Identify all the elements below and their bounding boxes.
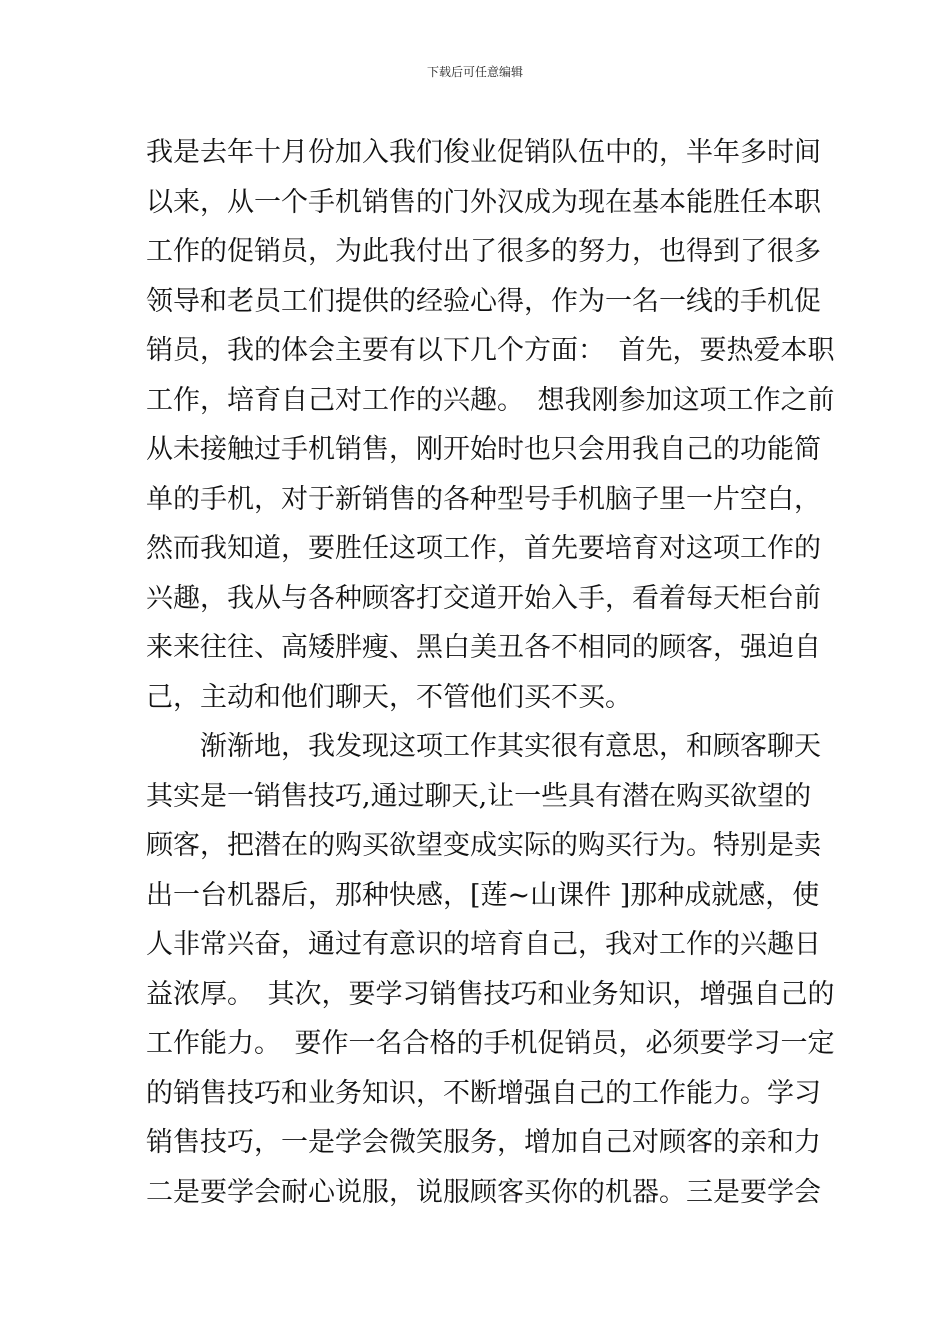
page-header: 下载后可任意编辑 [426, 65, 523, 79]
text-line: 二是要学会耐心说服，说服顾客买你的机器。三是要学会 [146, 1176, 821, 1208]
text-line: 己，主动和他们聊天，不管他们买不买。 [146, 681, 632, 713]
text-line: 销员，我的体会主要有以下几个方面： 首先，要热爱本职 [146, 335, 835, 366]
text-line: 其实是一销售技巧,通过聊天,让一些具有潜在购买欲望的 [146, 780, 812, 812]
text-line: 工作的促销员，为此我付出了很多的努力，也得到了很多 [146, 236, 821, 267]
text-line: 来来往往、高矮胖瘦、黑白美丑各不相同的顾客，强迫自 [146, 632, 821, 663]
text-line: 单的手机，对于新销售的各种型号手机脑子里一片空白， [146, 483, 821, 515]
text-line: 我是去年十月份加入我们俊业促销队伍中的，半年多时间 [146, 137, 821, 168]
text-line: 兴趣，我从与各种顾客打交道开始入手，看着每天柜台前 [146, 582, 821, 614]
text-line: 人非常兴奋，通过有意识的培育自己，我对工作的兴趣日 [146, 929, 821, 960]
text-line: 顾客，把潜在的购买欲望变成实际的购买行为。特别是卖 [146, 830, 821, 861]
text-line: 然而我知道，要胜任这项工作，首先要培育对这项工作的 [146, 533, 821, 564]
text-line: 工作，培育自己对工作的兴趣。 想我刚参加这项工作之前 [146, 384, 835, 416]
text-line: 工作能力。 要作一名合格的手机促销员，必须要学习一定 [146, 1028, 835, 1059]
text-line: 渐渐地，我发现这项工作其实很有意思，和顾客聊天 [200, 731, 821, 762]
paragraph-2 [146, 722, 835, 1217]
text-line: 出一台机器后，那种快感，[莲~山课件 ]那种成就感，使 [146, 879, 820, 911]
text-line: 益浓厚。 其次，要学习销售技巧和业务知识，增强自己的 [146, 978, 835, 1010]
text-line: 的销售技巧和业务知识，不断增强自己的工作能力。学习 [146, 1077, 821, 1109]
paragraph-1 [146, 128, 835, 722]
text-line: 领导和老员工们提供的经验心得，作为一名一线的手机促 [146, 285, 821, 317]
text-line: 销售技巧，一是学会微笑服务，增加自己对顾客的亲和力 [146, 1127, 821, 1158]
text-line: 以来，从一个手机销售的门外汉成为现在基本能胜任本职 [146, 186, 821, 218]
document-body [146, 128, 835, 1217]
text-line: 从未接触过手机销售，刚开始时也只会用我自己的功能简 [146, 434, 821, 465]
